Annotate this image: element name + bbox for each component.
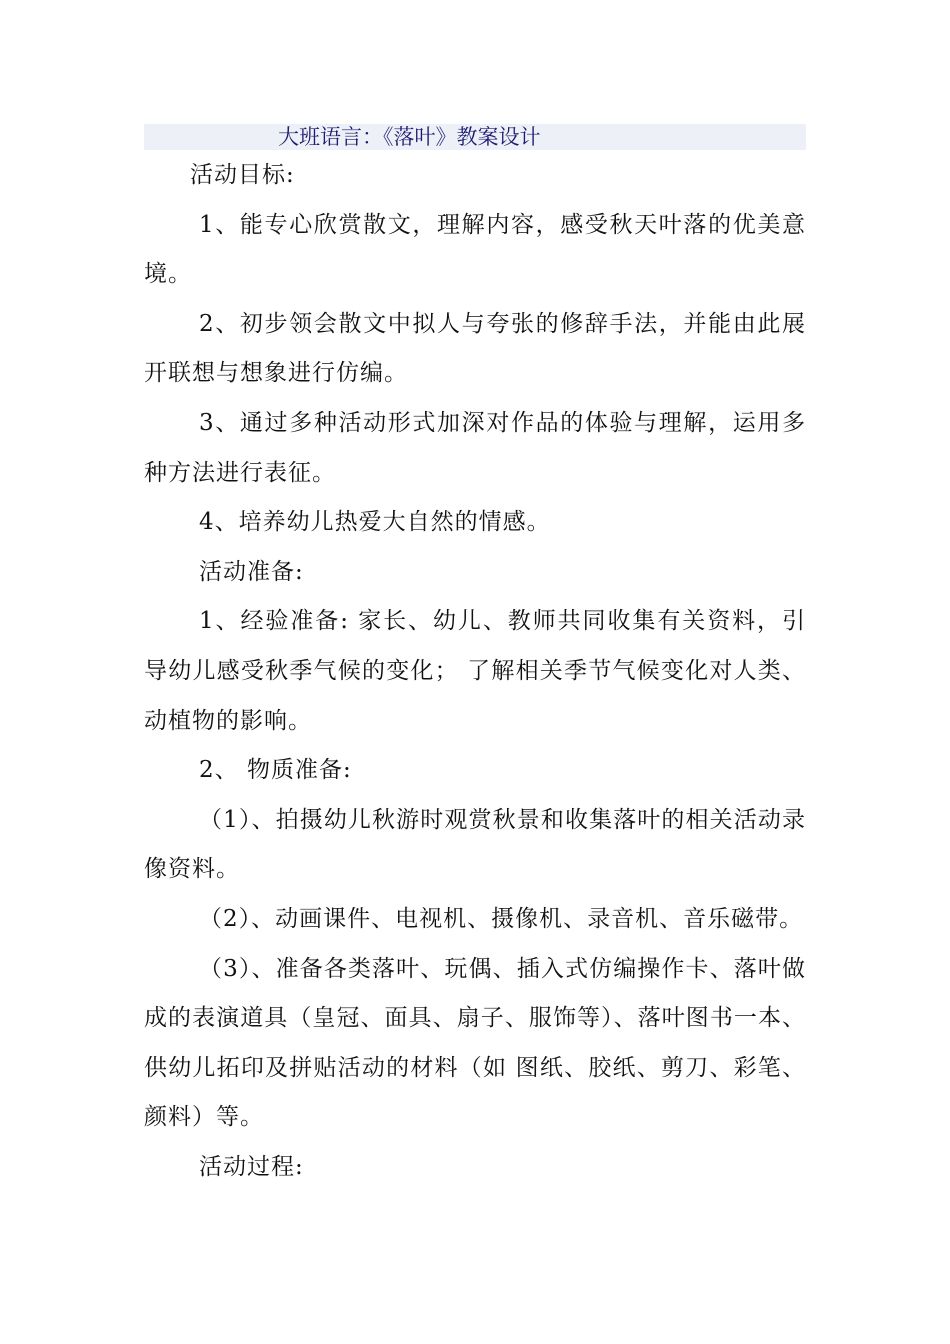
- goal-item-4: 4、培养幼儿热爱大自然的情感。: [199, 509, 551, 536]
- goal-item-2: 2、初步领会散文中拟人与夸张的修辞手法，并能由此展开联想与想象进行仿编。: [144, 310, 806, 387]
- document-body: [144, 151, 806, 1192]
- material-item-1: （1）、拍摄幼儿秋游时观赏秋景和收集落叶的相关活动录像资料。: [144, 806, 806, 883]
- goal-item-1: 1、能专心欣赏散文，理解内容，感受秋天叶落的优美意境。: [144, 211, 806, 288]
- goal-item-3: 3、通过多种活动形式加深对作品的体验与理解，运用多种方法进行表征。: [144, 409, 806, 486]
- section-heading-preparation: 活动准备:: [199, 558, 304, 585]
- material-item-3: （3）、准备各类落叶、玩偶、插入式仿编操作卡、落叶做成的表演道具（皇冠、面具、扇子、服饰等）、落叶图书一本、供幼儿拓印及拼贴活动的材料（如 图纸、胶纸、剪刀、彩笔、颜料）等。: [144, 955, 806, 1131]
- document-title: 大班语言：《落叶》教案设计: [278, 125, 541, 149]
- section-heading-process: 活动过程:: [199, 1153, 304, 1180]
- material-item-2: （2）、动画课件、电视机、摄像机、录音机、音乐磁带。: [199, 905, 804, 932]
- section-heading-goals: 活动目标:: [190, 162, 295, 188]
- preparation-item-2: 2、 物质准备:: [199, 757, 352, 784]
- preparation-item-1: 1、经验准备: 家长、幼儿、教师共同收集有关资料，引导幼儿感受秋季气候的变化； 了解相关季节气候变化对人类、动植物的影响。: [144, 608, 806, 734]
